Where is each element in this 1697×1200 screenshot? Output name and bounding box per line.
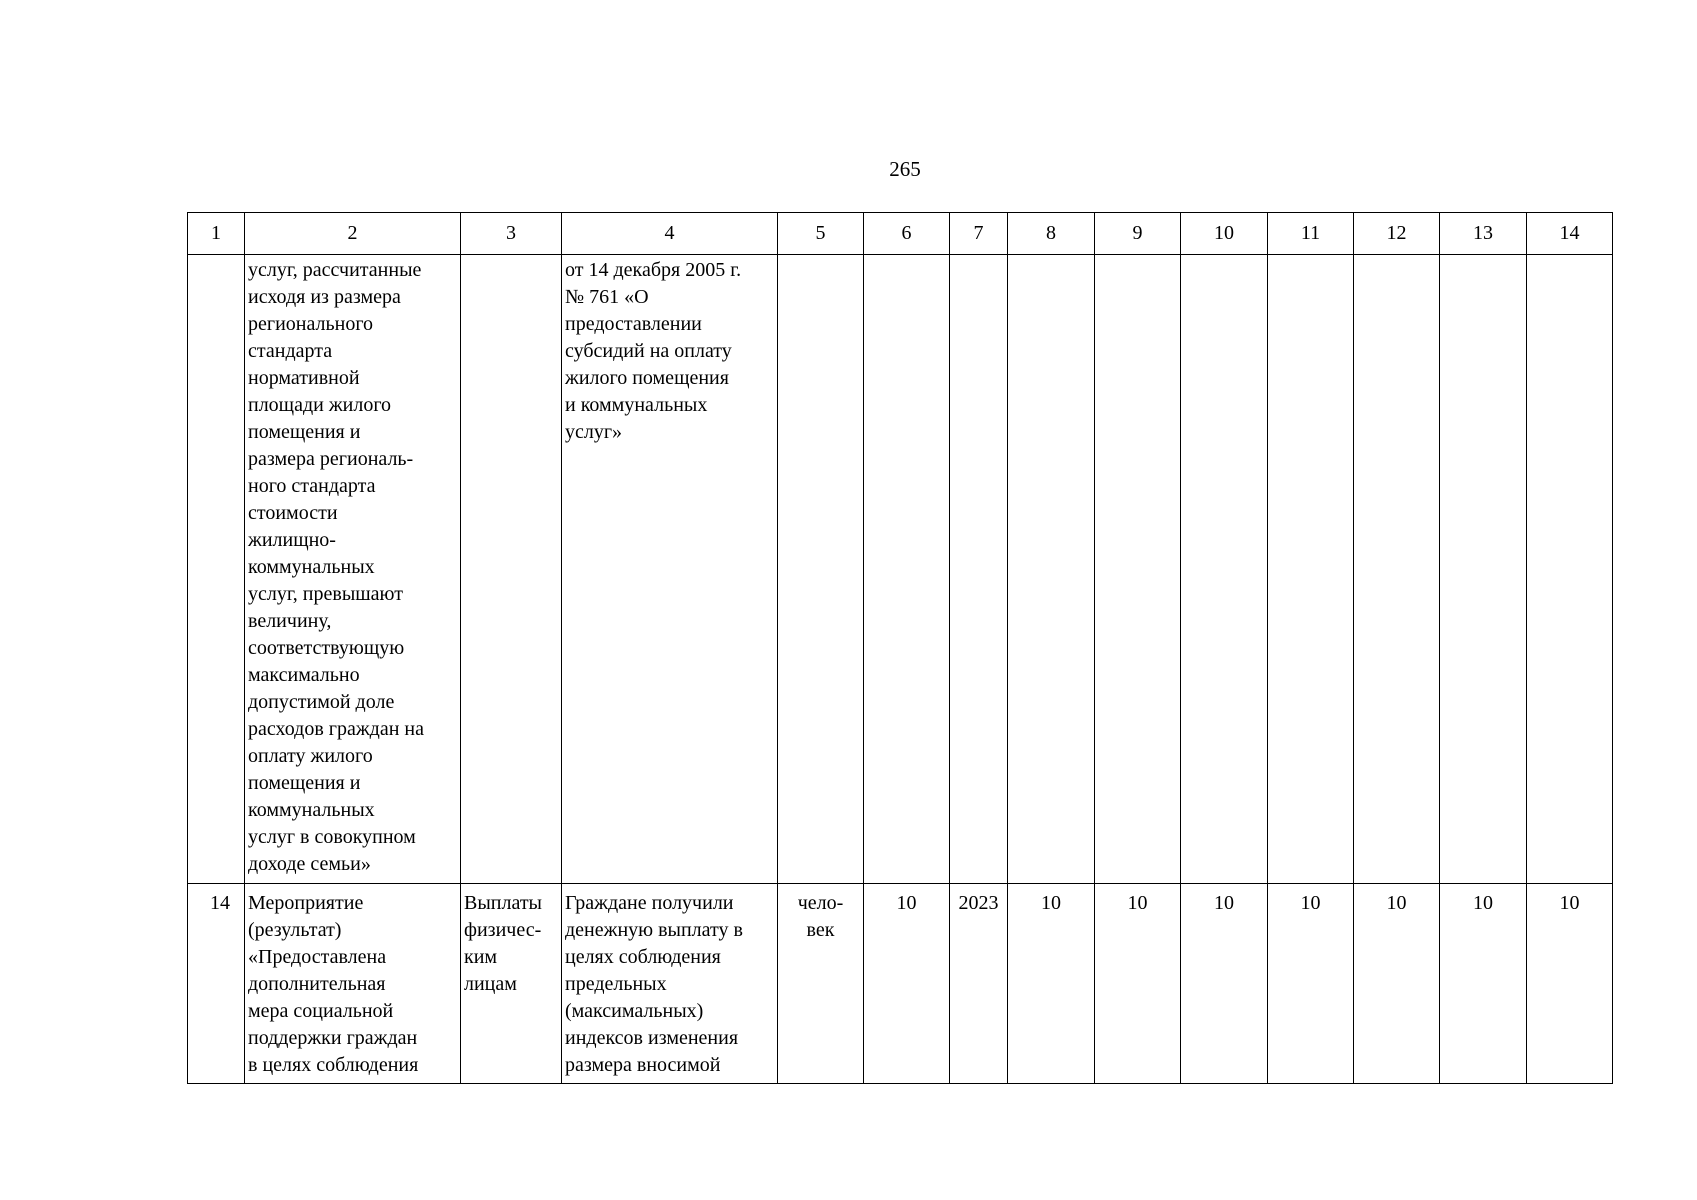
table-cell: [778, 255, 864, 884]
table-cell: от 14 декабря 2005 г. № 761 «О предоставлении субсидий на оплату жилого помещения и коммунальных услуг»: [562, 255, 778, 884]
column-header: 4: [562, 213, 778, 255]
column-header: 7: [950, 213, 1008, 255]
table-cell: [461, 255, 562, 884]
table-row: [188, 884, 1613, 1084]
table-cell: [1268, 255, 1354, 884]
column-header: 12: [1354, 213, 1440, 255]
table-cell: услуг, рассчитанные исходя из размера регионального стандарта нормативной площади жилого помещения и размера региональ- ного стандарта стоимости жилищно- коммунальных услуг, превышают величину, соответствующую максимально допустимой доле расходов граждан на оплату жилого помещения и коммунальных услуг в совокупном доходе семьи»: [245, 255, 461, 884]
column-header: 2: [245, 213, 461, 255]
column-header: 14: [1527, 213, 1613, 255]
column-header: 3: [461, 213, 562, 255]
table-header-row: [188, 213, 1613, 255]
table-cell: 10: [1354, 884, 1440, 1084]
table-cell: 10: [1095, 884, 1181, 1084]
table-cell: [1354, 255, 1440, 884]
table-cell: [1527, 255, 1613, 884]
table-cell: 2023: [950, 884, 1008, 1084]
column-header: 6: [864, 213, 950, 255]
table-cell: Выплаты физичес- ким лицам: [461, 884, 562, 1084]
table-cell: 10: [1440, 884, 1527, 1084]
column-header: 8: [1008, 213, 1095, 255]
table-cell: [1181, 255, 1268, 884]
column-header: 10: [1181, 213, 1268, 255]
data-table: [187, 212, 1613, 1084]
table-cell: 10: [1527, 884, 1613, 1084]
table-cell: 10: [1181, 884, 1268, 1084]
table-cell: чело- век: [778, 884, 864, 1084]
column-header: 1: [188, 213, 245, 255]
table-cell: [1440, 255, 1527, 884]
column-header: 9: [1095, 213, 1181, 255]
table-cell: [1095, 255, 1181, 884]
page-number: 265: [889, 157, 921, 181]
table-cell: Мероприятие (результат) «Предоставлена дополнительная мера социальной поддержки граждан в целях соблюдения: [245, 884, 461, 1084]
column-header: 13: [1440, 213, 1527, 255]
table-cell: 10: [864, 884, 950, 1084]
table-row: [188, 255, 1613, 884]
table-cell: [864, 255, 950, 884]
column-header: 11: [1268, 213, 1354, 255]
table-cell: [1008, 255, 1095, 884]
table-cell: Граждане получили денежную выплату в целях соблюдения предельных (максимальных) индексов изменения размера вносимой: [562, 884, 778, 1084]
table-cell: 10: [1268, 884, 1354, 1084]
table-cell: 10: [1008, 884, 1095, 1084]
column-header: 5: [778, 213, 864, 255]
table-cell: 14: [188, 884, 245, 1084]
table-cell: [188, 255, 245, 884]
table-cell: [950, 255, 1008, 884]
